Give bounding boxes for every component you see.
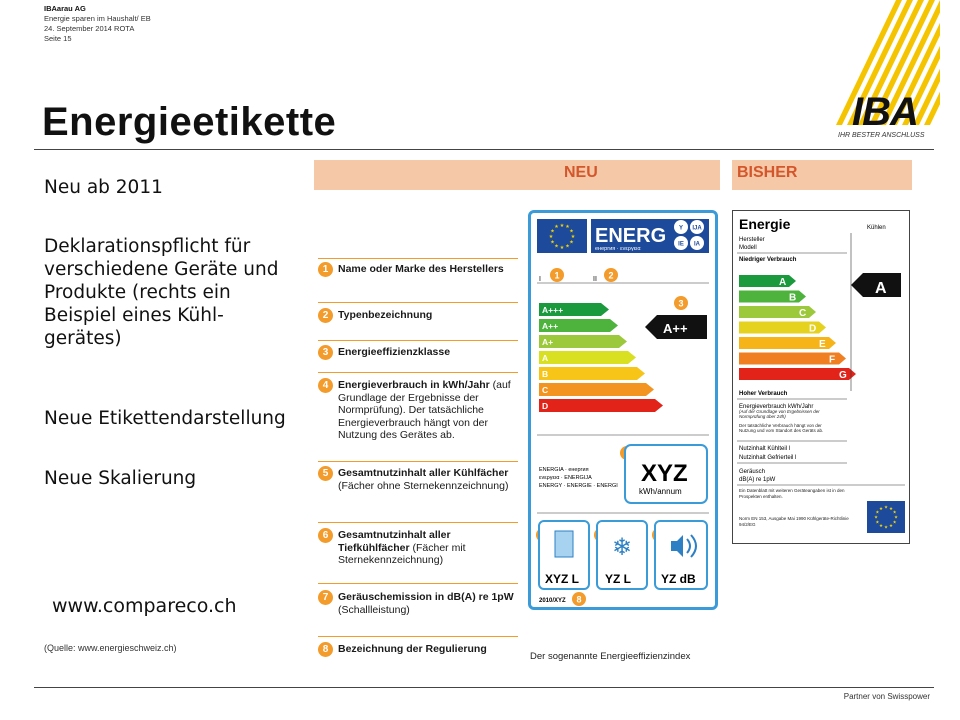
legend-text: Name oder Marke des Herstellers	[338, 263, 504, 275]
old-rating-arrow	[851, 273, 901, 297]
efficiency-class-label: A	[542, 353, 549, 363]
eu-star: ★	[875, 509, 880, 515]
roman-one: I	[539, 276, 541, 283]
consumption-lang-2: ενεργεια · ENERGIJA	[539, 475, 592, 481]
new-energy-label	[528, 210, 718, 610]
eu-star: ★	[875, 519, 880, 525]
legend-number-badge: 3	[318, 345, 333, 360]
bullet-new-2011: Neu ab 2011	[44, 177, 163, 198]
old-class-label: D	[809, 323, 817, 335]
old-title: Energie	[739, 216, 791, 232]
consumption-value: XYZ	[641, 460, 688, 487]
eu-star: ★	[550, 228, 555, 235]
energ-badge-text: IE	[678, 241, 684, 248]
consumption-lang-3: ENERGY · ENERGIE · ENERGI	[539, 483, 618, 489]
compareco-link[interactable]: www.compareco.ch	[52, 595, 237, 617]
legend-text: Geräuschemission in dB(A) re 1pW (Schallleistung)	[338, 591, 514, 616]
efficiency-class-label: A+++	[542, 305, 564, 315]
eu-star: ★	[893, 514, 899, 520]
callout-number: 1	[554, 270, 560, 281]
legend-number-badge: 1	[318, 262, 333, 277]
logo-tagline: IHR BESTER ANSCHLUSS	[838, 132, 925, 139]
legend-separator	[318, 583, 518, 584]
legend-separator	[318, 636, 518, 637]
eu-star: ★	[559, 222, 565, 229]
efficiency-class-label: A+	[542, 337, 554, 347]
old-datasheet: Ein Datenblatt mit weiteren Geräteangaben ist in den Prospekten enthalten.	[739, 488, 845, 499]
snowflake-icon: ❄	[611, 534, 633, 561]
legend-number-badge: 5	[318, 466, 333, 481]
company-name: IBAarau AG	[44, 4, 86, 13]
legend-number-badge: 7	[318, 590, 333, 605]
efficiency-class-label: D	[542, 401, 549, 411]
legend-text: Bezeichnung der Regulierung	[338, 643, 487, 655]
old-consumption: Energieverbrauch kWh/Jahr	[739, 404, 814, 410]
new-rating-arrow	[645, 315, 707, 339]
eu-star: ★	[569, 239, 574, 246]
page-number: Seite 15	[44, 34, 72, 43]
old-cooling: Nutzinhalt Kühlteil l	[739, 446, 791, 452]
band-new-label: NEU	[564, 164, 598, 181]
efficiency-class-label: A++	[542, 321, 559, 331]
legend-separator	[318, 340, 518, 341]
old-high-consumption: Hoher Verbrauch	[739, 391, 788, 397]
efficiency-class-bar	[539, 367, 645, 380]
callout-number: 2	[608, 270, 614, 281]
old-class-label: F	[829, 354, 836, 366]
legend-text: Energieverbrauch in kWh/Jahr (auf Grundlage der Ergebnisse der Normprüfung). Der tatsächliche Energieverbrauch hängt von der Nutzung des Gerätes ab.	[338, 379, 511, 441]
header-meta	[44, 4, 151, 44]
fridge-icon	[555, 531, 573, 557]
eu-star: ★	[873, 514, 879, 520]
legend-separator	[318, 461, 518, 462]
consumption-unit: kWh/annum	[639, 487, 682, 496]
old-class-bar	[739, 275, 796, 287]
new-label-graphic	[531, 213, 715, 607]
old-manufacturer: Hersteller	[739, 237, 765, 243]
bullet-new-display: Neue Etikettendarstellung	[44, 408, 286, 429]
old-consumption-note: (Auf der Grundlage von Ergebnissen der Normprüfung über 24h)	[739, 409, 820, 419]
energ-badge-text: Y	[678, 225, 684, 232]
efficiency-class-label: B	[542, 369, 549, 379]
old-class-label: C	[799, 308, 807, 319]
energ-text: ENERG	[595, 225, 667, 247]
old-norm: Norm EN 153, Ausgabe Mai 1990 Kühlgeräte-Richtlinie 94/2/EG	[739, 516, 849, 527]
eu-star: ★	[888, 523, 894, 529]
legend-separator	[318, 302, 518, 303]
source-note: (Quelle: www.energieschweiz.ch)	[44, 643, 177, 653]
figure-caption: Der sogenannte Energieeffizienzindex	[530, 651, 691, 662]
eu-star: ★	[883, 504, 889, 510]
legend-text: Typenbezeichnung	[338, 309, 433, 321]
legend-number-badge: 6	[318, 528, 333, 543]
legend-text: Gesamtnutzinhalt aller Tiefkühlfächer (Fächer mit Sternekennzeichnung)	[338, 529, 466, 566]
energ-badge-text: IJA	[692, 225, 702, 232]
eu-star: ★	[883, 524, 889, 530]
old-class-label: E	[819, 339, 826, 350]
old-noise: Geräusch	[739, 469, 766, 475]
legend-number-badge: 8	[318, 642, 333, 657]
eu-star: ★	[878, 505, 884, 511]
eu-star: ★	[565, 243, 570, 250]
old-class-label: G	[839, 370, 847, 381]
cooler-value: XYZ L	[545, 572, 580, 586]
footer-divider	[34, 687, 934, 688]
page-title: Energieetikette	[42, 100, 337, 144]
logo-wordmark: IBA	[852, 90, 918, 134]
old-device: Kühlen	[867, 225, 886, 231]
legend-text: Gesamtnutzinhalt aller Kühlfächer (Fächer ohne Sternekennzeichnung)	[338, 467, 509, 492]
eu-star: ★	[565, 224, 570, 231]
eu-star: ★	[554, 224, 559, 231]
eu-star: ★	[550, 239, 555, 246]
legend-number-badge: 2	[318, 308, 333, 323]
legend-separator	[318, 258, 518, 259]
old-energy-label	[732, 210, 910, 544]
presentation-date: 24. September 2014 ROTA	[44, 24, 135, 33]
old-consumption-note2: Der tatsächliche Verbrauch hängt von der Nutzung und vom Standort des Geräts ab.	[739, 423, 824, 433]
noise-value: YZ dB	[661, 572, 696, 586]
footer-partner: Partner von Swisspower	[843, 692, 930, 701]
band-new	[314, 160, 720, 190]
efficiency-class-label: C	[542, 385, 549, 395]
old-class-label: A	[779, 277, 787, 288]
old-freezing: Nutzinhalt Gefrierteil l	[739, 455, 797, 461]
eu-star: ★	[569, 228, 574, 235]
callout-number: 8	[576, 594, 582, 605]
old-low-consumption: Niedriger Verbrauch	[739, 257, 797, 263]
old-noise-unit: dB(A) re 1pW	[739, 477, 776, 483]
eu-star: ★	[570, 233, 576, 240]
old-rating-text: A	[875, 280, 887, 297]
eu-star: ★	[878, 523, 884, 529]
efficiency-class-bar	[539, 399, 663, 412]
eu-star: ★	[559, 244, 565, 251]
eu-star: ★	[554, 243, 559, 250]
energ-badge-text: IA	[694, 241, 700, 248]
old-label-graphic	[733, 211, 909, 543]
bullet-declaration: Deklarationspflicht für verschiedene Geräte und Produkte (rechts ein Beispiel eines Kühl- gerätes)	[44, 236, 279, 349]
old-class-label: B	[789, 292, 797, 304]
title-divider	[34, 149, 934, 150]
legend-text: Energieeffizienzklasse	[338, 346, 451, 358]
freezer-value: YZ L	[605, 572, 631, 586]
eu-star: ★	[892, 519, 897, 525]
band-old-label: BISHER	[737, 164, 798, 181]
consumption-lang-1: ENERGIA · енергия	[539, 467, 589, 473]
presentation-subtitle: Energie sparen im Haushalt/ EB	[44, 14, 151, 23]
new-rating-text: A++	[663, 321, 688, 336]
eu-star: ★	[548, 233, 554, 240]
callout-number: 3	[678, 298, 684, 309]
roman-two: II	[593, 276, 597, 283]
legend-number-badge: 4	[318, 378, 333, 393]
efficiency-class-bar	[539, 383, 654, 396]
regulation-code: 2010/XYZ	[539, 598, 566, 604]
legend-separator	[318, 522, 518, 523]
eu-star: ★	[892, 509, 897, 515]
bullet-new-scale: Neue Skalierung	[44, 468, 197, 489]
efficiency-class-bar	[539, 351, 636, 364]
eu-star: ★	[888, 505, 894, 511]
energ-sub: енергия · ενεργεια	[595, 246, 641, 252]
old-model: Modell	[739, 245, 757, 251]
legend-separator	[318, 372, 518, 373]
